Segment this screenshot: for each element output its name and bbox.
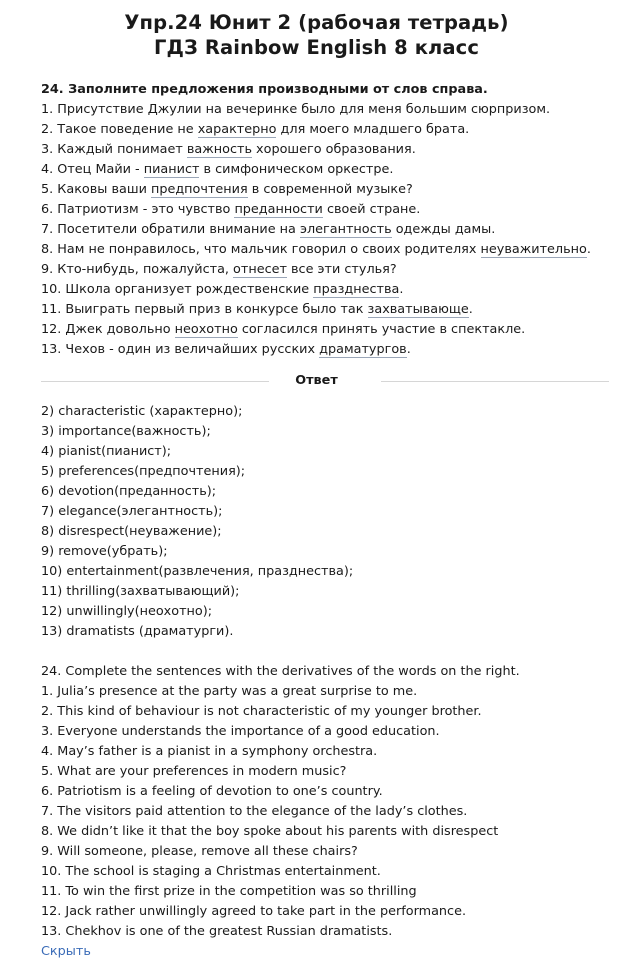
sentence-en: 4. May’s father is a pianist in a symphony orchestra. [41, 744, 378, 759]
sentence-en: 2. This kind of behaviour is not characteristic of my younger brother. [41, 704, 482, 719]
sentence-text: 4. Отец Майи - [41, 162, 144, 177]
sentence-text: 1. Присутствие Джулии на вечеринке было для меня большим сюрпризом. [41, 102, 551, 117]
sentence-text-end: своей стране. [322, 202, 421, 217]
sentence-en: 3. Everyone understands the importance of a good education. [41, 724, 440, 739]
answer-item: 13) dramatists (драматурги). [41, 624, 234, 639]
answers-list [41, 402, 621, 642]
sentence-text-end: в симфоническом оркестре. [199, 162, 394, 177]
title-line-2: ГДЗ Rainbow English 8 класс [154, 36, 479, 59]
sentence-text: 8. Нам не понравилось, что мальчик говорил о своих родителях [41, 242, 481, 257]
sentence-text-end: все эти стулья? [286, 262, 397, 277]
sentence-text: 10. Школа организует рождественские [41, 282, 314, 297]
answer-item: 3) importance(важность); [41, 424, 211, 439]
sentence-en: 11. To win the first prize in the competition was so thrilling [41, 884, 417, 899]
sentence-text: 13. Чехов - один из величайших русских [41, 342, 320, 357]
sentence-ru [41, 320, 621, 340]
answer-item: 8) disrespect(неуважение); [41, 524, 222, 539]
sentence-text-end: хорошего образования. [251, 142, 416, 157]
answer-item: 12) unwillingly(неохотно); [41, 604, 213, 619]
answer-item: 4) pianist(пианист); [41, 444, 172, 459]
sentence-text-end: . [399, 282, 404, 297]
answer-item: 5) preferences(предпочтения); [41, 464, 246, 479]
title-line-1: Упр.24 Юнит 2 (рабочая тетрадь) [124, 11, 509, 34]
sentence-ru [41, 340, 621, 360]
sentence-ru [41, 260, 621, 280]
sentence-en: 5. What are your preferences in modern music? [41, 764, 347, 779]
answer-item: 6) devotion(преданность); [41, 484, 217, 499]
sentence-text: 11. Выиграть первый приз в конкурсе было так [41, 302, 368, 317]
sentence-text: 12. Джек довольно [41, 322, 175, 337]
exercise-sentences-ru [41, 100, 621, 360]
target-word: драматургов [319, 342, 407, 357]
sentence-en: 6. Patriotism is a feeling of devotion to one’s country. [41, 784, 383, 799]
sentence-text: 6. Патриотизм - это чувство [41, 202, 235, 217]
exercise-heading-en: 24. Complete the sentences with the derivatives of the words on the right. [41, 664, 520, 679]
answer-item: 9) remove(убрать); [41, 544, 168, 559]
sentence-en: 8. We didn’t like it that the boy spoke about his parents with disrespect [41, 824, 499, 839]
target-word: празднества [313, 282, 400, 297]
sentence-en: 12. Jack rather unwillingly agreed to take part in the performance. [41, 904, 467, 919]
sentence-ru [41, 300, 621, 320]
answer-item: 2) characteristic (характерно); [41, 404, 243, 419]
target-word: элегантность [299, 222, 392, 237]
sentence-en: 7. The visitors paid attention to the elegance of the lady’s clothes. [41, 804, 468, 819]
answer-item: 7) elegance(элегантность); [41, 504, 223, 519]
sentence-ru [41, 100, 621, 120]
sentence-text-end: . [586, 242, 591, 257]
sentence-text-end: одежды дамы. [391, 222, 496, 237]
sentence-ru [41, 120, 621, 140]
sentence-text: 7. Посетители обратили внимание на [41, 222, 300, 237]
sentence-text: 5. Каковы ваши [41, 182, 151, 197]
sentence-en: 13. Chekhov is one of the greatest Russian dramatists. [41, 924, 393, 939]
target-word: неохотно [174, 322, 238, 337]
target-word: неуважительно [480, 242, 587, 257]
sentence-ru [41, 200, 621, 220]
sentence-ru [41, 140, 621, 160]
sentence-text: 9. Кто-нибудь, пожалуйста, [41, 262, 234, 277]
divider-right [381, 381, 609, 382]
sentence-en: 1. Julia’s presence at the party was a great surprise to me. [41, 684, 418, 699]
sentence-ru [41, 220, 621, 240]
target-word: характерно [197, 122, 277, 137]
sentence-en: 9. Will someone, please, remove all these chairs? [41, 844, 358, 859]
answer-item: 11) thrilling(захватывающий); [41, 584, 240, 599]
answer-heading: Ответ [295, 373, 338, 388]
answer-item: 10) entertainment(развлечения, празднества); [41, 564, 354, 579]
sentence-text: 2. Такое поведение не [41, 122, 198, 137]
sentence-text-end: согласился принять участие в спектакле. [237, 322, 526, 337]
sentence-ru [41, 180, 621, 200]
page-title [0, 0, 633, 60]
sentence-ru [41, 280, 621, 300]
sentence-en: 10. The school is staging a Christmas entertainment. [41, 864, 381, 879]
exercise-sentences-en [41, 682, 621, 942]
sentence-text: 3. Каждый понимает [41, 142, 187, 157]
hide-link[interactable]: Скрыть [41, 944, 91, 959]
sentence-ru [41, 240, 621, 260]
sentence-text-end: в современной музыке? [247, 182, 413, 197]
target-word: захватывающе [367, 302, 469, 317]
exercise-heading-ru: 24. Заполните предложения производными от слов справа. [41, 82, 488, 97]
target-word: преданности [234, 202, 323, 217]
target-word: предпочтения [150, 182, 248, 197]
target-word: отнесет [233, 262, 287, 277]
target-word: важность [186, 142, 252, 157]
sentence-text-end: . [406, 342, 411, 357]
exercise-english [41, 662, 621, 962]
sentence-text-end: . [468, 302, 473, 317]
target-word: пианист [143, 162, 200, 177]
sentence-text-end: для моего младшего брата. [276, 122, 470, 137]
exercise-russian [41, 80, 621, 360]
sentence-ru [41, 160, 621, 180]
